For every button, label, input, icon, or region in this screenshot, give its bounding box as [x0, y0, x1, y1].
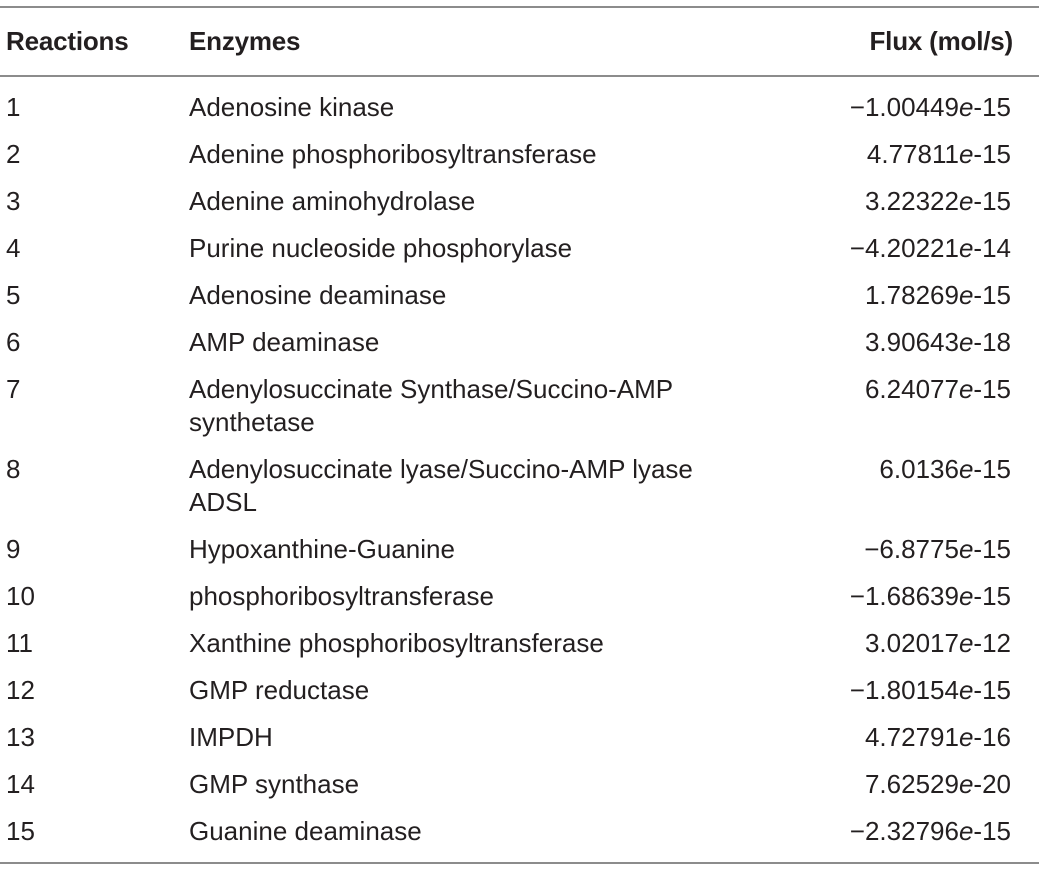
- enzyme-name-cell: GMP synthase: [189, 769, 360, 799]
- flux-value-cell: [749, 446, 1039, 526]
- table-row: [0, 225, 1039, 272]
- enzyme-flux-table: [0, 6, 1039, 864]
- flux-value-cell: [749, 573, 1039, 620]
- header-enzymes: Enzymes: [189, 26, 301, 56]
- flux-mantissa: −1.68639: [849, 581, 959, 611]
- reaction-number-cell: 7: [6, 374, 21, 404]
- flux-exponent-symbol: e: [958, 581, 974, 611]
- enzyme-name-cell: Adenylosuccinate lyase/Succino-AMP lyase ADSL: [189, 454, 693, 517]
- table-row: [0, 178, 1039, 225]
- flux-exponent-symbol: e: [958, 816, 974, 846]
- reaction-number-cell: 8: [6, 454, 21, 484]
- flux-exponent-symbol: e: [958, 233, 974, 263]
- flux-mantissa: −2.32796: [849, 816, 959, 846]
- table-row: [0, 761, 1039, 808]
- reaction-number-cell: 5: [6, 280, 21, 310]
- flux-exponent-symbol: e: [958, 327, 974, 357]
- flux-mantissa: 6.0136: [879, 454, 959, 484]
- flux-exponent-symbol: e: [958, 139, 974, 169]
- flux-value-cell: [749, 808, 1039, 863]
- table-row: [0, 620, 1039, 667]
- table-body: [0, 76, 1039, 863]
- flux-value-cell: [749, 178, 1039, 225]
- flux-mantissa: −1.80154: [849, 675, 959, 705]
- enzyme-name-cell: Adenine aminohydrolase: [189, 186, 476, 216]
- flux-exponent: -15: [973, 374, 1011, 404]
- table-row: [0, 446, 1039, 526]
- enzyme-name-cell: phosphoribosyltransferase: [189, 581, 494, 611]
- flux-exponent-symbol: e: [958, 675, 974, 705]
- flux-exponent-symbol: e: [958, 454, 974, 484]
- reaction-number-cell: 9: [6, 534, 21, 564]
- flux-mantissa: 3.02017: [864, 628, 959, 658]
- table-row: [0, 272, 1039, 319]
- flux-exponent: -15: [973, 534, 1011, 564]
- flux-exponent-symbol: e: [958, 722, 974, 752]
- table-row: [0, 808, 1039, 863]
- flux-value-cell: [749, 131, 1039, 178]
- reaction-number-cell: 3: [6, 186, 21, 216]
- enzyme-name-cell: Xanthine phosphoribosyltransferase: [189, 628, 604, 658]
- enzyme-name-cell: Adenosine deaminase: [189, 280, 447, 310]
- flux-exponent: -15: [973, 139, 1011, 169]
- reaction-number-cell: 10: [6, 581, 35, 611]
- reaction-number-cell: 14: [6, 769, 35, 799]
- table-row: [0, 131, 1039, 178]
- table-row: [0, 76, 1039, 131]
- flux-value-cell: [749, 76, 1039, 131]
- flux-value-cell: [749, 366, 1039, 446]
- header-row: [0, 7, 1039, 76]
- flux-exponent: -18: [973, 327, 1011, 357]
- table-row: [0, 667, 1039, 714]
- reaction-number-cell: 6: [6, 327, 21, 357]
- flux-value-cell: [749, 761, 1039, 808]
- flux-mantissa: −4.20221: [849, 233, 959, 263]
- reaction-number-cell: 15: [6, 816, 35, 846]
- flux-exponent: -14: [973, 233, 1011, 263]
- flux-value-cell: [749, 225, 1039, 272]
- table-row: [0, 714, 1039, 761]
- flux-table-container: [0, 6, 1039, 864]
- enzyme-name-cell: Purine nucleoside phosphorylase: [189, 233, 573, 263]
- table-row: [0, 319, 1039, 366]
- enzyme-name-cell: GMP reductase: [189, 675, 370, 705]
- flux-exponent-symbol: e: [958, 280, 974, 310]
- reaction-number-cell: 2: [6, 139, 21, 169]
- flux-exponent-symbol: e: [958, 628, 974, 658]
- flux-value-cell: [749, 667, 1039, 714]
- flux-exponent-symbol: e: [958, 534, 974, 564]
- flux-exponent: -15: [973, 92, 1011, 122]
- flux-exponent: -15: [973, 816, 1011, 846]
- enzyme-name-cell: Guanine deaminase: [189, 816, 422, 846]
- enzyme-name-cell: Adenosine kinase: [189, 92, 395, 122]
- flux-value-cell: [749, 272, 1039, 319]
- reaction-number-cell: 11: [6, 628, 33, 658]
- flux-exponent: -15: [973, 581, 1011, 611]
- flux-value-cell: [749, 526, 1039, 573]
- table-row: [0, 526, 1039, 573]
- reaction-number-cell: 13: [6, 722, 35, 752]
- flux-value-cell: [749, 620, 1039, 667]
- enzyme-name-cell: Hypoxanthine-Guanine: [189, 534, 455, 564]
- table-header: [0, 7, 1039, 76]
- flux-exponent-symbol: e: [958, 92, 974, 122]
- flux-exponent: -16: [973, 722, 1011, 752]
- flux-mantissa: 3.22322: [864, 186, 959, 216]
- flux-exponent: -20: [973, 769, 1011, 799]
- flux-exponent: -15: [973, 186, 1011, 216]
- enzyme-name-cell: Adenine phosphoribosyltransferase: [189, 139, 597, 169]
- flux-mantissa: 4.77811: [866, 139, 959, 169]
- flux-mantissa: −6.8775: [864, 534, 959, 564]
- enzyme-name-cell: Adenylosuccinate Synthase/Succino-AMP synthetase: [189, 374, 673, 437]
- flux-mantissa: 4.72791: [864, 722, 959, 752]
- reaction-number-cell: 1: [6, 92, 21, 122]
- table-row: [0, 573, 1039, 620]
- flux-mantissa: 6.24077: [864, 374, 959, 404]
- flux-exponent-symbol: e: [958, 769, 974, 799]
- flux-exponent: -15: [973, 675, 1011, 705]
- enzyme-name-cell: IMPDH: [189, 722, 273, 752]
- flux-exponent-symbol: e: [958, 374, 974, 404]
- flux-exponent: -15: [973, 280, 1011, 310]
- reaction-number-cell: 12: [6, 675, 35, 705]
- flux-exponent: -15: [973, 454, 1011, 484]
- table-row: [0, 366, 1039, 446]
- flux-mantissa: −1.00449: [849, 92, 959, 122]
- flux-value-cell: [749, 714, 1039, 761]
- header-reactions: Reactions: [6, 26, 129, 56]
- flux-mantissa: 3.90643: [864, 327, 959, 357]
- enzyme-name-cell: AMP deaminase: [189, 327, 380, 357]
- flux-exponent: -12: [973, 628, 1011, 658]
- header-flux: Flux (mol/s): [869, 26, 1013, 56]
- reaction-number-cell: 4: [6, 233, 21, 263]
- flux-mantissa: 1.78269: [864, 280, 959, 310]
- flux-exponent-symbol: e: [958, 186, 974, 216]
- flux-value-cell: [749, 319, 1039, 366]
- flux-mantissa: 7.62529: [864, 769, 959, 799]
